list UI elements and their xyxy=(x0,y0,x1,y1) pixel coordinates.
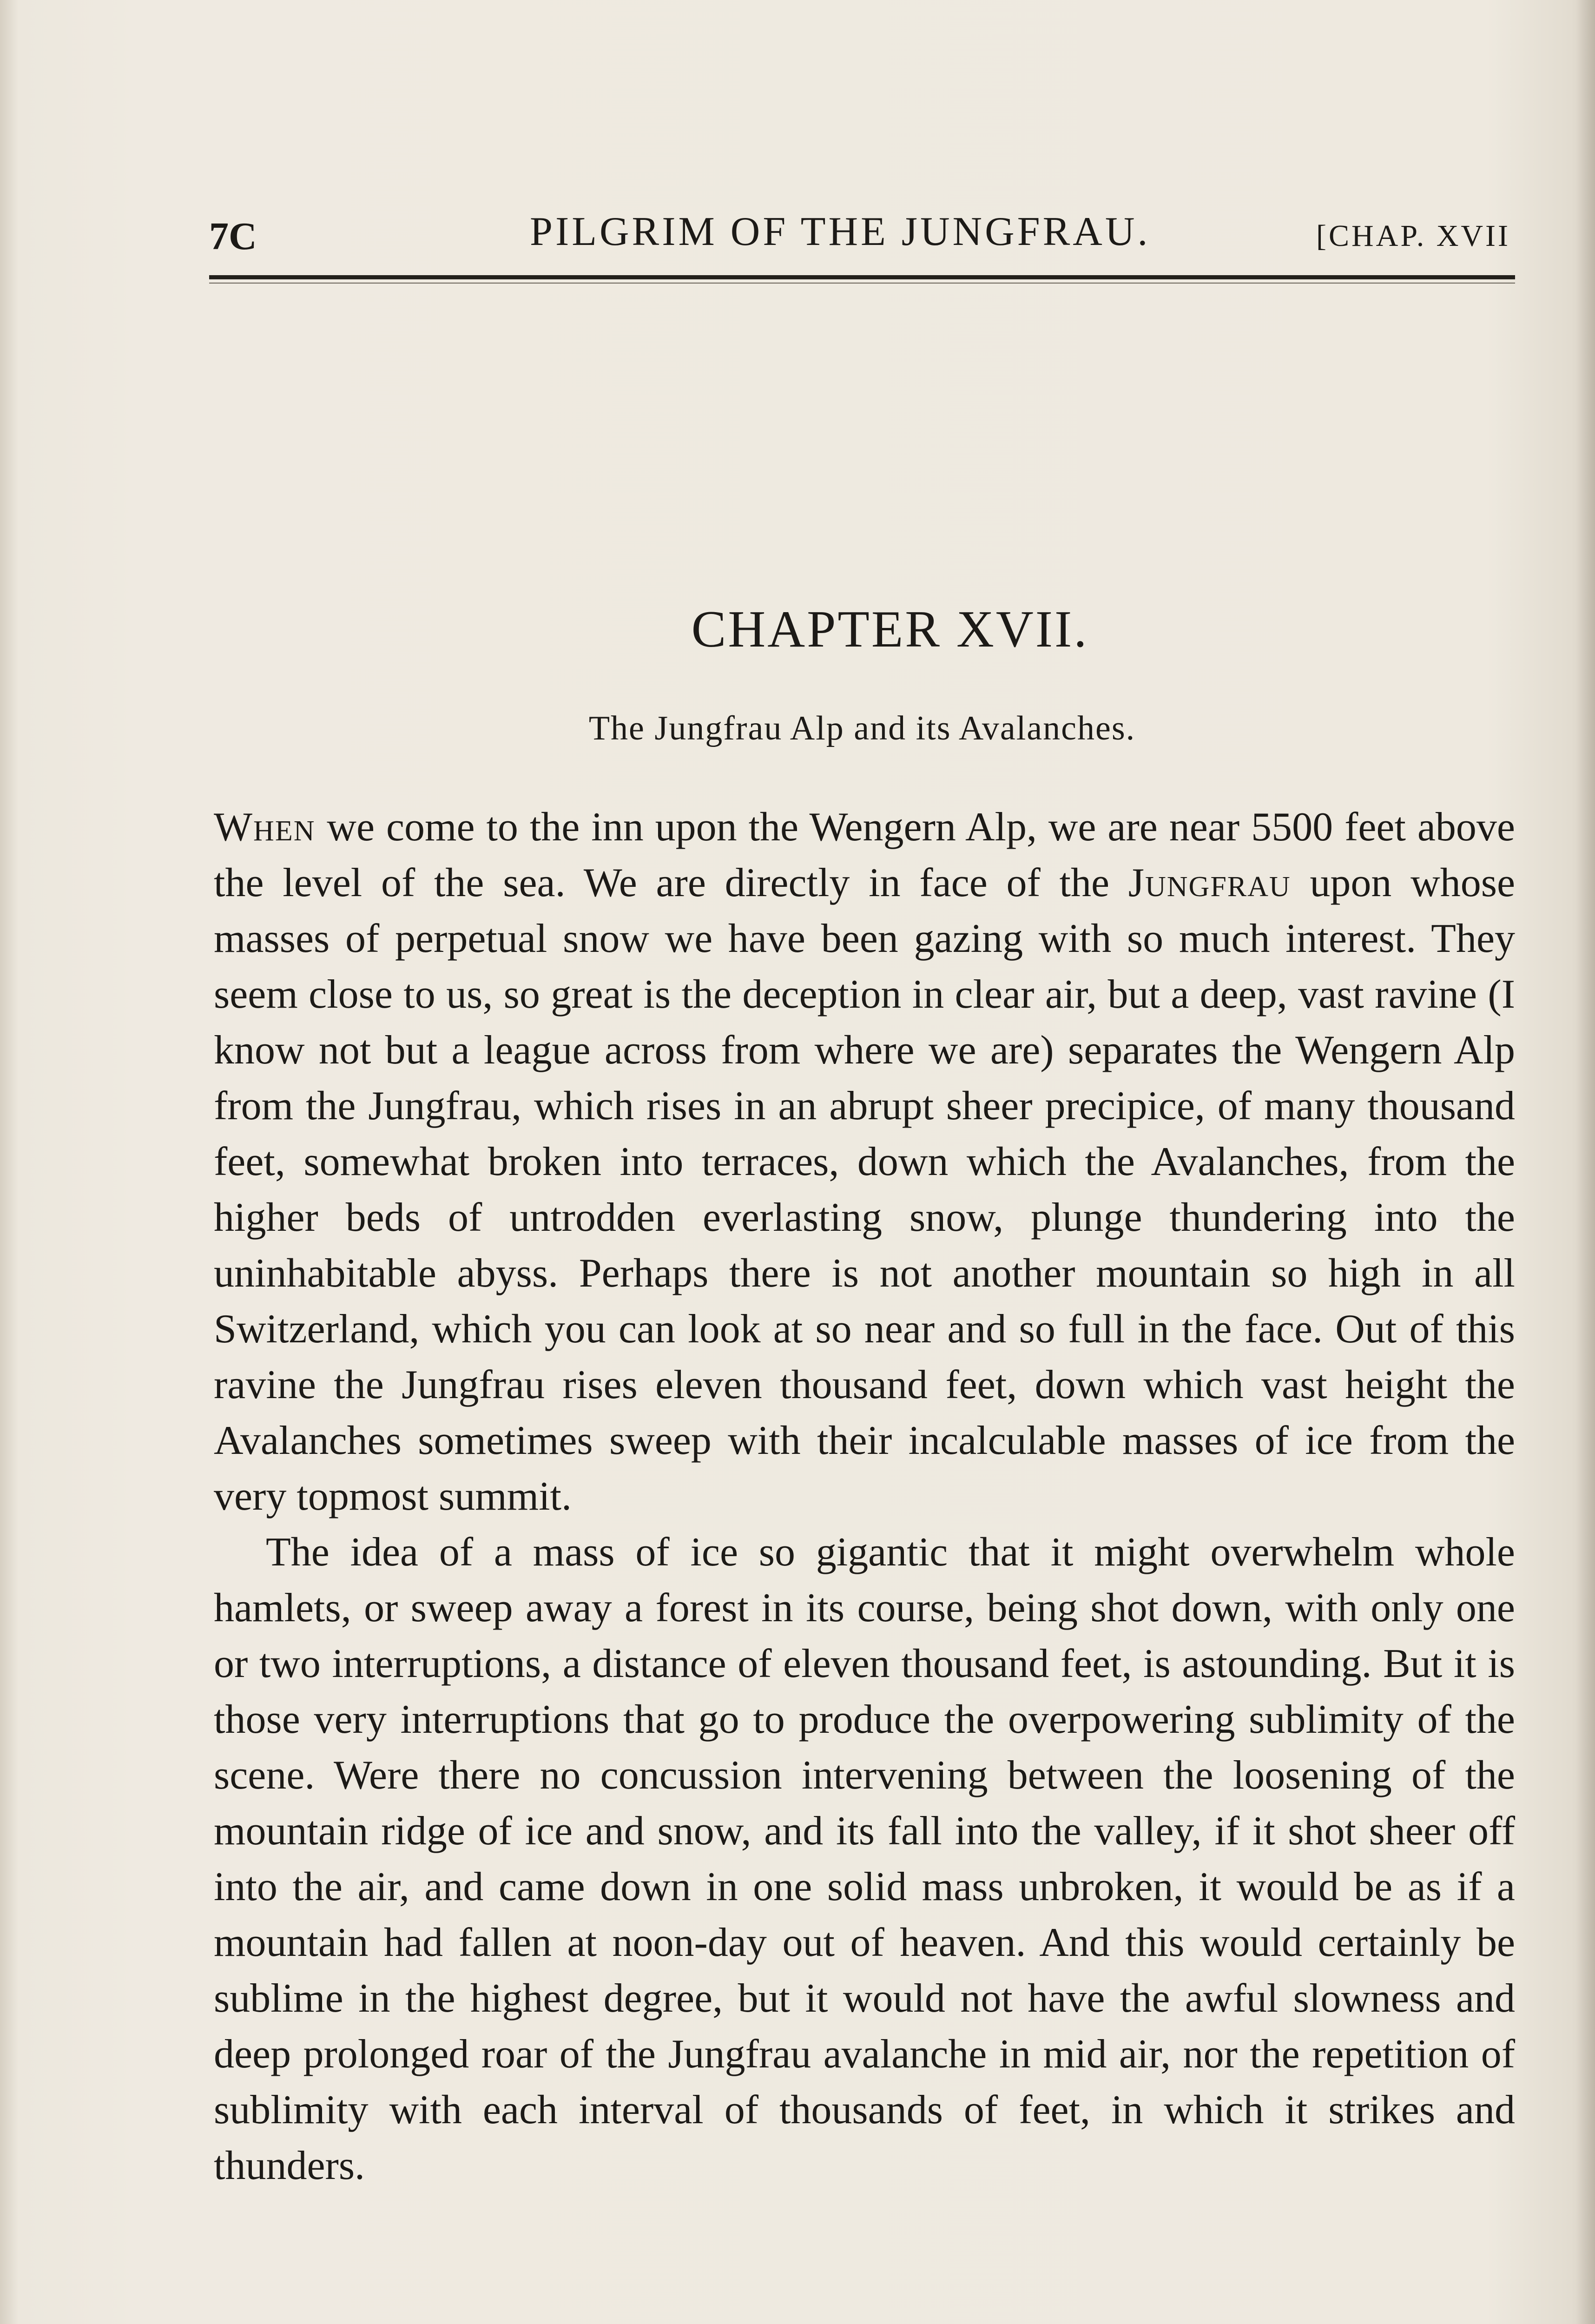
header-rule-thin xyxy=(209,283,1515,284)
paragraph-lead-word: When xyxy=(214,805,316,850)
body-text xyxy=(214,799,1515,2194)
chapter-subtitle: The Jungfrau Alp and its Avalanches. xyxy=(588,709,1136,747)
chapter-reference: [CHAP. XVII xyxy=(1316,219,1510,253)
page-edge-shadow xyxy=(1576,0,1595,2324)
paragraph-1 xyxy=(214,799,1515,1525)
paragraph-2: The idea of a mass of ice so gigantic that it might overwhelm whole hamlets, or sweep away a forest in its course, being shot down, with only one or two interruptions, a distance of eleven thousand feet, is astounding. But it is those very interruptions that go to produce the overpowering sublimity of the scene. Were there no concussion intervening between the loosening of the mountain ridge of ice and snow, and its fall into the valley, if it shot sheer off into the air, and came down in one solid mass unbroken, it would be as if a mountain had fallen at noon-day out of heaven. And this would certainly be sublime in the highest degree, but it would not have the awful slowness and deep prolonged roar of the Jungfrau avalanche in mid air, nor the repetition of sublimity with each interval of thousands of feet, in which it strikes and thunders. xyxy=(214,1530,1515,2188)
header-rule xyxy=(209,275,1515,279)
page-number: 7C xyxy=(209,215,257,258)
running-title: PILGRIM OF THE JUNGFRAU. xyxy=(530,209,1151,254)
chapter-heading: CHAPTER XVII. xyxy=(691,601,1089,658)
paragraph-1-part-1: we come to the inn upon the Wengern Alp, we are near 5500 feet above the level of the sea. We are directly in face of the xyxy=(214,805,1515,905)
paragraph-1-part-2: upon whose masses of perpetual snow we have been gazing with so much interest. They seem close to us, so great is the deception in clear air, but a deep, vast ravine (I know not but a league across from where we are) separates the Wengern Alp from the Jungfrau, which rises in an abrupt sheer precipice, of many thousand feet, somewhat broken into terraces, down which the Avalanches, from the higher beds of untrodden everlasting snow, plunge thundering into the uninhabitable abyss. Perhaps there is not another mountain so high in all Switzerland, which you can look at so near and so full in the face. Out of this ravine the Jungfrau rises eleven thousand feet, down which vast height the Avalanches sometimes sweep with their incalculable masses of ice from the very topmost summit. xyxy=(214,860,1515,1519)
emphasis-jungfrau: Jungfrau xyxy=(1128,860,1291,905)
running-header xyxy=(209,205,1510,265)
